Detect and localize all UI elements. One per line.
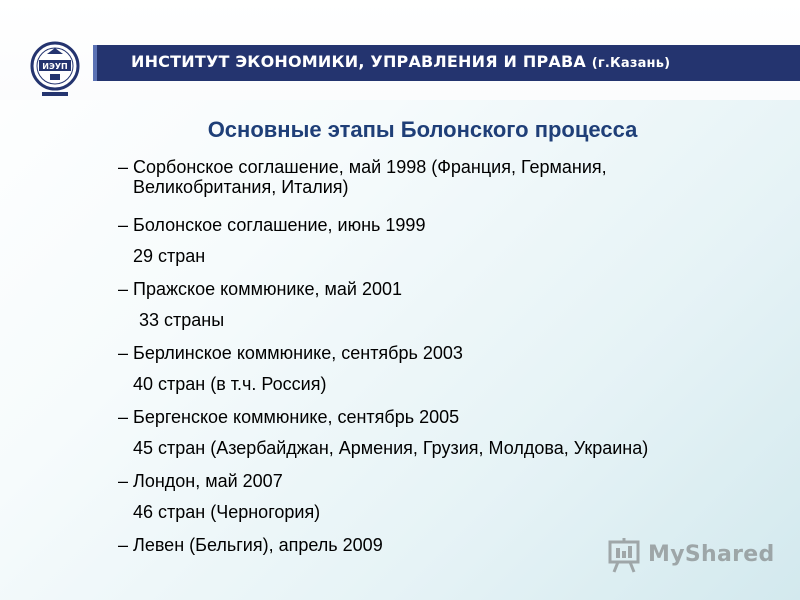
- item-subtext: 29 стран: [133, 246, 206, 266]
- slide-title: Основные этапы Болонского процесса: [207, 117, 638, 142]
- item-text: Левен (Бельгия), апрель 2009: [133, 535, 383, 555]
- logo-text: ИЭУП: [42, 62, 68, 71]
- bullet-dash: –: [118, 157, 129, 177]
- institute-name: ИНСТИТУТ ЭКОНОМИКИ, УПРАВЛЕНИЯ И ПРАВА: [131, 52, 586, 71]
- institute-logo: [30, 38, 80, 102]
- bullet-dash: –: [118, 407, 129, 427]
- presentation-board-icon: [604, 538, 644, 574]
- item-subtext: 40 стран (в т.ч. Россия): [133, 374, 327, 394]
- item-text-continued: Великобритания, Италия): [133, 177, 349, 197]
- institute-bar: [93, 45, 800, 81]
- item-subtext: 46 стран (Черногория): [133, 502, 321, 522]
- bullet-dash: –: [118, 471, 129, 491]
- bullet-dash: –: [118, 343, 129, 363]
- item-subtext: 45 стран (Азербайджан, Армения, Грузия, Молдова, Украина): [133, 438, 649, 458]
- bullet-dash: –: [118, 535, 129, 555]
- list-item: [118, 279, 788, 330]
- bullet-dash: –: [118, 215, 129, 235]
- item-text: Болонское соглашение, июнь 1999: [133, 215, 426, 235]
- list-item: [118, 157, 788, 197]
- item-text: Бергенское коммюнике, сентябрь 2005: [133, 407, 460, 427]
- bullet-dash: –: [118, 279, 129, 299]
- list-item: [118, 471, 788, 522]
- item-text: Пражское коммюнике, май 2001: [133, 279, 403, 299]
- institute-title: [131, 52, 670, 71]
- watermark-text: MyShared: [648, 542, 775, 567]
- list-item: [118, 407, 788, 458]
- item-text: Сорбонское соглашение, май 1998 (Франция, Германия,: [133, 157, 607, 177]
- list-item: [118, 215, 788, 266]
- institute-city: (г.Казань): [591, 56, 671, 71]
- item-subtext: 33 страны: [139, 310, 225, 330]
- item-text: Берлинское коммюнике, сентябрь 2003: [133, 343, 463, 363]
- stages-list: [118, 157, 788, 555]
- item-text: Лондон, май 2007: [133, 471, 283, 491]
- list-item: [118, 343, 788, 394]
- watermark: [604, 538, 775, 574]
